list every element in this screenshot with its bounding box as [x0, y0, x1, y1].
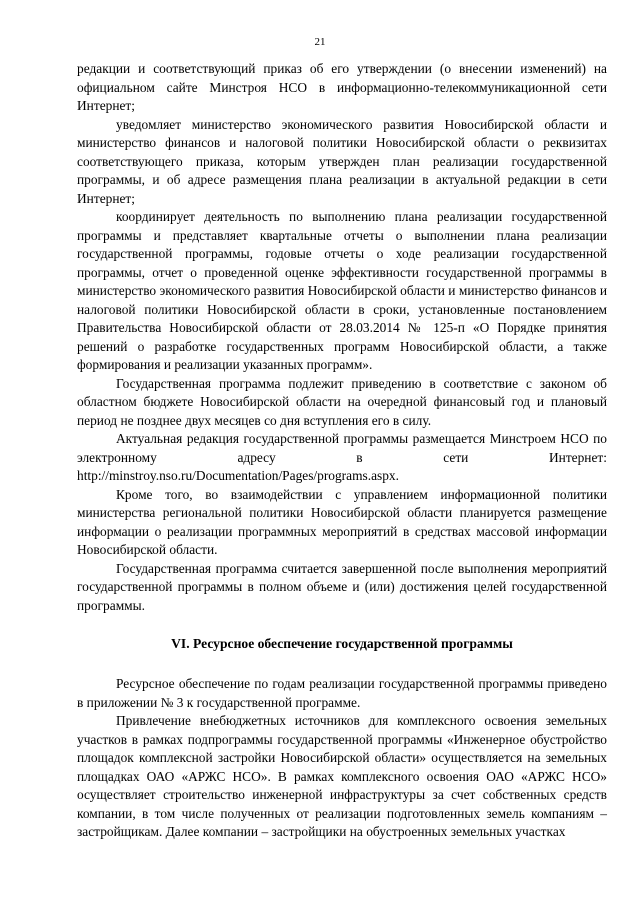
paragraph-3: координирует деятельность по выполнению плана реализации государственной программы и представляет квартальные отчеты о выполнении плана реализации государственной программы, годовые отчеты о ходе реализации государственной программы, отчет о проведенной оценке эффективности государственной программы в министерство экономического развития Новосибирской области и министерство финансов и налоговой политики Новосибирской области в сроки, установленные постановлением Правительства Новосибирской области от 28.03.2014 № 125-п «О Порядке принятия решений о разработке государственных программ Новосибирской области, а также формирования и реализации указанных программ».	[77, 209, 607, 372]
section-heading: VI. Ресурсное обеспечение государственной программы	[171, 636, 513, 651]
paragraph-6: Кроме того, во взаимодействии с управлением информационной политики министерства региональной политики Новосибирской области планируется размещение информации о реализации программных мероприятий в средствах массовой информации Новосибирской области.	[77, 486, 607, 557]
paragraph-9: Привлечение внебюджетных источников для комплексного освоения земельных участков в рамках подпрограммы государственной программы «Инженерное обустройство площадок комплексной застройки Новосибирской области» осуществляется на земельных площадках ОАО «АРЖС НСО». В рамках комплексного освоения ОАО «АРЖС НСО» осуществляет строительство инженерной инфраструктуры за счет собственных средств компании, в том числе полученных от реализации подготовленных земель компаниям – застройщикам. Далее компании – застройщики на обустроенных земельных участках	[77, 713, 607, 839]
page-number: 21	[314, 36, 326, 48]
paragraph-2: уведомляет министерство экономического развития Новосибирской области и министерство финансов и налоговой политики Новосибирской области о реквизитах соответствующего приказа, которым утвержден план реализации государственной программы, и об адресе размещения плана реализации в актуальной редакции в сети Интернет;	[77, 116, 607, 206]
paragraph-8: Ресурсное обеспечение по годам реализации государственной программы приведено в приложении № 3 к государственной программе.	[77, 676, 607, 710]
document-body	[77, 60, 607, 842]
paragraph-5: Актуальная редакция государственной программы размещается Минстроем НСО по электронному адресу в сети Интернет: http://minstroy.nso.ru/Documentation/Pages/programs.aspx.	[77, 431, 607, 483]
paragraph-7: Государственная программа считается завершенной после выполнения мероприятий государственной программы в полном объеме и (или) достижения целей государственной программы.	[77, 560, 607, 613]
paragraph-4: Государственная программа подлежит приведению в соответствие с законом об областном бюджете Новосибирской области на очередной финансовый год и плановый период не позднее двух месяцев со дня вступления его в силу.	[77, 375, 607, 428]
paragraph-1: редакции и соответствующий приказ об его утверждении (о внесении изменений) на официальном сайте Минстроя НСО в информационно-телекоммуникационной сети Интернет;	[77, 61, 607, 113]
